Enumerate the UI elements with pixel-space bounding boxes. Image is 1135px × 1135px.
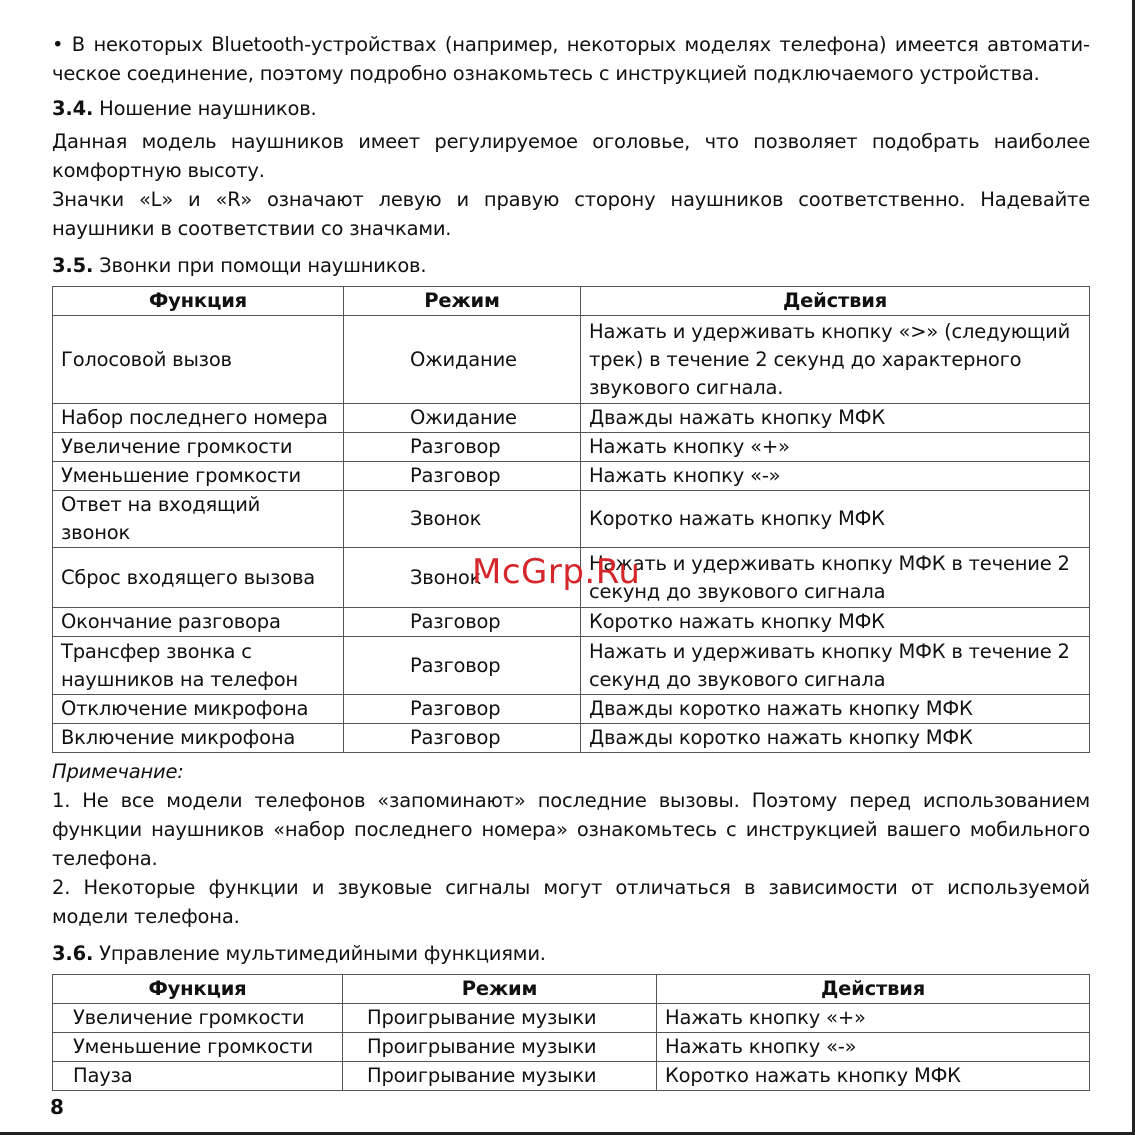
cell-mode: Проигрывание музыки (343, 1004, 657, 1033)
cell-function: Окончание разговора (53, 608, 344, 637)
cell-action: Нажать кнопку «-» (657, 1033, 1090, 1062)
section-3-6-heading (52, 939, 1090, 968)
column-header-actions: Действия (657, 975, 1090, 1004)
table-row (53, 637, 1090, 695)
cell-mode: Звонок (344, 548, 581, 608)
column-header-actions: Действия (581, 287, 1090, 316)
cell-function: Ответ на входящий звонок (53, 491, 344, 548)
column-header-mode: Режим (343, 975, 657, 1004)
cell-action: Нажать кнопку «+» (581, 433, 1090, 462)
cell-function: Уменьшение громкости (53, 1033, 343, 1062)
cell-mode: Разговор (344, 608, 581, 637)
cell-function: Уменьшение громкости (53, 462, 344, 491)
table-row (53, 316, 1090, 404)
cell-function: Набор последнего номера (53, 404, 344, 433)
table-row (53, 724, 1090, 753)
cell-action: Дважды коротко нажать кнопку МФК (581, 695, 1090, 724)
table-row (53, 462, 1090, 491)
cell-mode: Звонок (344, 491, 581, 548)
multimedia-table (52, 974, 1090, 1091)
note-2: 2. Некоторые функции и звуковые сигналы могут отличаться в зависимости от используемой модели телефона. (52, 876, 1090, 928)
cell-function: Трансфер звонка с наушников на телефон (53, 637, 344, 695)
cell-action: Нажать и удерживать кнопку МФК в течение 2 секунд до звукового сигнала (581, 548, 1090, 608)
section-title: Ношение наушников. (93, 97, 317, 120)
table-header-row (53, 975, 1090, 1004)
cell-action: Коротко нажать кнопку МФК (581, 491, 1090, 548)
section-3-5-heading (52, 251, 1090, 280)
cell-function: Сброс входящего вызова (53, 548, 344, 608)
cell-mode: Разговор (344, 724, 581, 753)
section-title: Управление мультимедийными функциями. (93, 942, 546, 965)
cell-mode: Ожидание (344, 404, 581, 433)
section-number: 3.4. (52, 97, 94, 120)
intro-bullet: • В некоторых Bluetooth-устройствах (например, некоторых моделях телефона) имеется автоматическое соединение, поэтому подробно ознакомьтесь с инструкцией подключаемого устройства. (52, 33, 1090, 85)
cell-function: Включение микрофона (53, 724, 344, 753)
cell-mode: Проигрывание музыки (343, 1062, 657, 1091)
note-1: 1. Не все модели телефонов «запоминают» последние вызовы. Поэтому перед использованием функции наушников «набор последнего номера» ознакомьтесь с инструкцией вашего мобильного телефона. (52, 789, 1090, 870)
watermark: McGrp.Ru (472, 552, 641, 592)
cell-action: Коротко нажать кнопку МФК (657, 1062, 1090, 1091)
cell-action: Нажать кнопку «-» (581, 462, 1090, 491)
table-row (53, 491, 1090, 548)
section-title: Звонки при помощи наушников. (93, 254, 427, 277)
cell-mode: Разговор (344, 637, 581, 695)
cell-action: Дважды нажать кнопку МФК (581, 404, 1090, 433)
cell-function: Пауза (53, 1062, 343, 1091)
cell-mode: Ожидание (344, 316, 581, 404)
column-header-function: Функция (53, 287, 344, 316)
cell-mode: Разговор (344, 462, 581, 491)
section-number: 3.6. (52, 942, 94, 965)
cell-mode: Разговор (344, 433, 581, 462)
table-header-row (53, 287, 1090, 316)
table-row (53, 695, 1090, 724)
cell-function: Увеличение громкости (53, 1004, 343, 1033)
cell-mode: Разговор (344, 695, 581, 724)
cell-function: Отключение микрофона (53, 695, 344, 724)
table-row (53, 404, 1090, 433)
table-row (53, 1033, 1090, 1062)
table-row (53, 608, 1090, 637)
note-title: Примечание: (52, 760, 184, 783)
cell-action: Нажать и удерживать кнопку МФК в течение 2 секунд до звукового сигнала (581, 637, 1090, 695)
page-number: 8 (50, 1095, 64, 1119)
cell-action: Коротко нажать кнопку МФК (581, 608, 1090, 637)
section-number: 3.5. (52, 254, 94, 277)
table-row (53, 1004, 1090, 1033)
cell-action: Дважды коротко нажать кнопку МФК (581, 724, 1090, 753)
table-row (53, 433, 1090, 462)
cell-mode: Проигрывание музыки (343, 1033, 657, 1062)
section-3-4-paragraph-2: Значки «L» и «R» означают левую и правую сторону наушников соответственно. Надевайте наушники в соответствии со значками. (52, 188, 1090, 240)
calls-table (52, 286, 1090, 753)
cell-action: Нажать и удерживать кнопку «>» (следующий трек) в течение 2 секунд до характерного звукового сигнала. (581, 316, 1090, 404)
cell-action: Нажать кнопку «+» (657, 1004, 1090, 1033)
cell-function: Увеличение громкости (53, 433, 344, 462)
column-header-mode: Режим (344, 287, 581, 316)
cell-function: Голосовой вызов (53, 316, 344, 404)
column-header-function: Функция (53, 975, 343, 1004)
section-3-4-heading (52, 94, 1090, 123)
section-3-4-paragraph-1: Данная модель наушников имеет регулируемое оголовье, что позволяет подобрать наиболее комфортную высоту. (52, 130, 1090, 182)
table-row (53, 1062, 1090, 1091)
